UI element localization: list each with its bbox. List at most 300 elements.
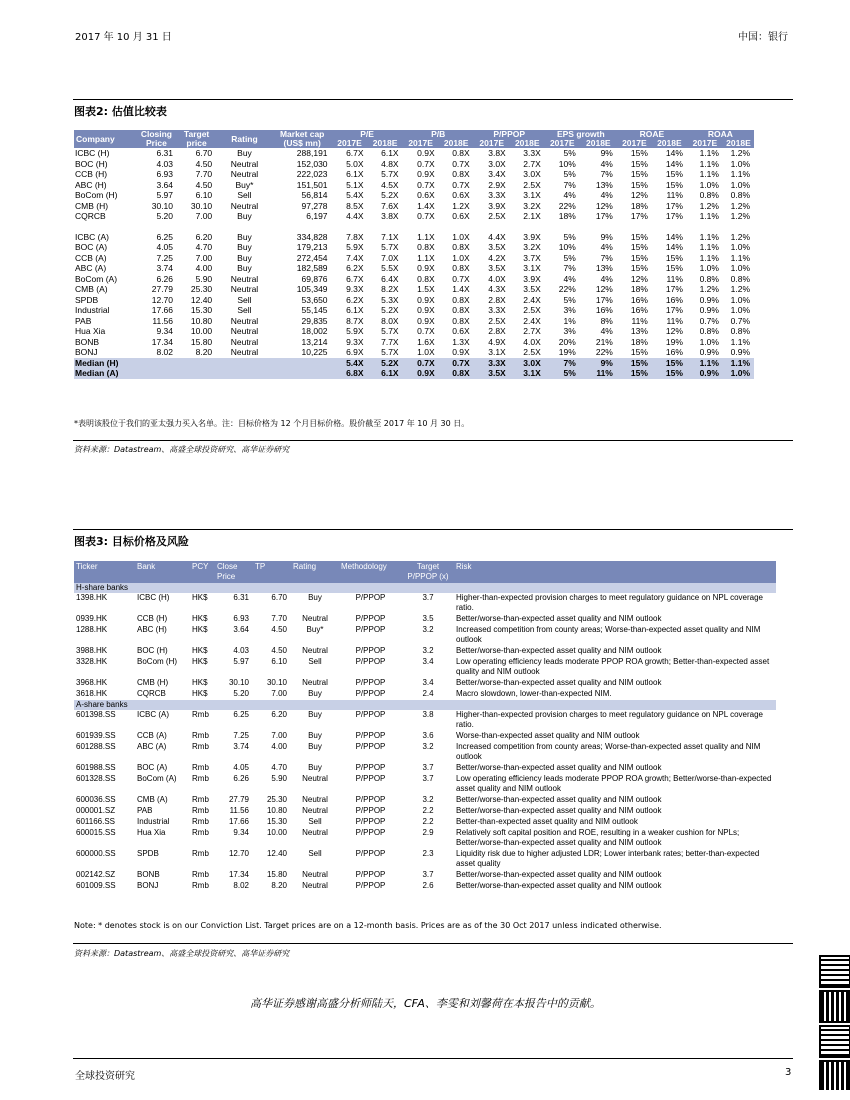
- table-cell: P/PPOP: [355, 881, 386, 890]
- table-cell: 4%: [600, 242, 613, 253]
- exhibit3-source: 资料来源：Datastream、高盛全球投资研究、高华证券研究: [74, 949, 290, 958]
- table-cell: 0.7X: [452, 158, 470, 169]
- table-cell: 15.80: [190, 336, 213, 347]
- col-year: 2018E: [652, 139, 687, 148]
- table-cell: 9.34: [156, 326, 174, 337]
- table-cell: 12%: [630, 273, 648, 284]
- table-cell: 3.1X: [510, 368, 545, 379]
- table-cell: 2.4: [422, 689, 434, 698]
- table-cell: 8.7X: [346, 315, 364, 326]
- table-cell: 15%: [665, 252, 683, 263]
- table-row: [74, 593, 776, 614]
- table-cell: 11%: [666, 315, 683, 326]
- risk-cell: Higher-than-expected provision charges to meet regulatory guidance on NPL coverage ratio.: [456, 593, 763, 612]
- table-cell: 179,213: [296, 242, 328, 253]
- median-label: Median (A): [74, 368, 332, 379]
- table-cell: 0.9%: [699, 305, 719, 316]
- table-cell: 55,145: [301, 305, 328, 316]
- table-cell: 16%: [595, 305, 613, 316]
- table-cell: 13%: [595, 263, 613, 274]
- table-cell: Rmb: [192, 774, 209, 783]
- table-cell: 1.3X: [452, 336, 470, 347]
- table-cell: 2.2: [422, 806, 434, 815]
- col-year: 2017E: [332, 139, 368, 148]
- table-cell: 13%: [595, 179, 613, 190]
- table-cell: 3.3X: [523, 148, 541, 159]
- table-cell: 4%: [600, 273, 613, 284]
- table-cell: 1.2%: [730, 200, 750, 211]
- table-cell: 10.00: [266, 828, 287, 837]
- table-cell: 6.70: [271, 593, 287, 602]
- table-cell: 14%: [665, 148, 683, 159]
- table-cell: 25.30: [266, 795, 287, 804]
- table-cell: 5.97: [233, 657, 249, 666]
- table-cell: 2.8X: [488, 326, 506, 337]
- col-year: 2017E: [687, 139, 723, 148]
- table-cell: 3.7X: [523, 252, 541, 263]
- table-cell: 53,650: [301, 294, 328, 305]
- table-cell: 17%: [665, 284, 683, 295]
- table-cell: 22%: [558, 200, 576, 211]
- col-roae: ROAE: [617, 130, 687, 139]
- table-cell: 0.8%: [699, 273, 719, 284]
- table-cell: 0.8X: [452, 148, 470, 159]
- table-cell: 1.0%: [730, 242, 750, 253]
- table-cell: 4.0X: [523, 336, 541, 347]
- col-year: 2018E: [439, 139, 474, 148]
- table-cell: 6.1X: [368, 368, 403, 379]
- table-cell: BoCom (A): [137, 774, 177, 783]
- table-cell: 2.5X: [488, 211, 506, 222]
- table-cell: 3.64: [233, 625, 249, 634]
- table-cell: Neutral: [302, 828, 328, 837]
- table-cell: 601009.SS: [76, 881, 116, 890]
- table-cell: Neutral: [302, 774, 328, 783]
- table-cell: 1%: [563, 315, 576, 326]
- table-row: [74, 242, 754, 253]
- table-cell: 5.4X: [346, 190, 364, 201]
- table-cell: 8.5X: [346, 200, 364, 211]
- table-cell: ICBC (H): [75, 148, 110, 159]
- table-cell: 10,225: [301, 347, 328, 358]
- table-cell: 5%: [563, 148, 576, 159]
- table-cell: 6.26: [233, 774, 249, 783]
- table-cell: 3.3X: [474, 358, 510, 369]
- table-cell: 4.70: [195, 242, 213, 253]
- table-cell: 0.8X: [452, 305, 470, 316]
- table-cell: 0.9%: [699, 294, 719, 305]
- table-cell: HK$: [192, 678, 208, 687]
- table-cell: CQRCB: [137, 689, 166, 698]
- table-cell: 1.1%: [699, 158, 719, 169]
- table-cell: 5.20: [233, 689, 249, 698]
- table-cell: CMB (A): [75, 284, 108, 295]
- table-cell: 0.7%: [699, 315, 719, 326]
- table-cell: Buy: [308, 763, 322, 772]
- table-cell: 1.0X: [452, 231, 470, 242]
- table-cell: 9.3X: [346, 336, 364, 347]
- table-cell: 1.0%: [730, 179, 750, 190]
- table-cell: 4.8X: [381, 158, 399, 169]
- table-cell: Rmb: [192, 710, 209, 719]
- col-ppop: P/PPOP: [474, 130, 545, 139]
- table-cell: 10.00: [190, 326, 213, 337]
- table-cell: 15.80: [266, 870, 287, 879]
- table-cell: 2.7X: [523, 158, 541, 169]
- table-cell: P/PPOP: [355, 742, 386, 751]
- table-cell: 17%: [595, 211, 613, 222]
- table-cell: BONB: [75, 336, 100, 347]
- table-cell: 2.8X: [488, 294, 506, 305]
- table-cell: Buy: [237, 252, 252, 263]
- table-cell: 17%: [665, 305, 683, 316]
- table-cell: 1398.HK: [76, 593, 108, 602]
- table-cell: P/PPOP: [355, 657, 386, 666]
- table-cell: 1.0%: [730, 263, 750, 274]
- table-cell: ICBC (A): [137, 710, 169, 719]
- table-cell: 27.79: [228, 795, 249, 804]
- table-cell: 13%: [630, 326, 648, 337]
- table-cell: 4%: [600, 326, 613, 337]
- table-cell: 3.9X: [523, 231, 541, 242]
- table-cell: 6.31: [156, 148, 174, 159]
- table-row: [74, 295, 754, 306]
- table-cell: 6.2X: [346, 294, 364, 305]
- table-cell: ABC (A): [75, 263, 107, 274]
- risk-cell: Better/worse-than-expected asset quality and NIM outlook: [456, 678, 662, 687]
- footer-rule: [73, 1058, 793, 1059]
- table-cell: 1.2%: [699, 284, 719, 295]
- table-cell: BONJ: [75, 347, 98, 358]
- table-cell: 600036.SS: [76, 795, 116, 804]
- table-cell: Neutral: [230, 200, 259, 211]
- risk-cell: Higher-than-expected provision charges to meet regulatory guidance on NPL coverage ratio.: [456, 710, 763, 729]
- col-pe: P/E: [332, 130, 403, 139]
- table-cell: 3.8X: [381, 211, 399, 222]
- table-cell: BONB: [137, 870, 160, 879]
- table-cell: BOC (H): [137, 646, 168, 655]
- table-cell: 15%: [665, 169, 683, 180]
- table-cell: 15%: [630, 148, 648, 159]
- table-row: [74, 347, 754, 358]
- table-cell: 0.9X: [417, 148, 435, 159]
- table-cell: PAB: [137, 806, 153, 815]
- table-cell: Sell: [308, 817, 322, 826]
- table-cell: 6.4X: [381, 273, 399, 284]
- table-cell: 1.0X: [417, 347, 435, 358]
- table-cell: 6.20: [271, 710, 287, 719]
- table-cell: 1.2%: [730, 148, 750, 159]
- table-cell: 17%: [630, 211, 648, 222]
- table-cell: 0.7X: [439, 358, 474, 369]
- table-cell: 7%: [563, 263, 576, 274]
- table-cell: 7.70: [195, 169, 213, 180]
- table-cell: ICBC (H): [137, 593, 170, 602]
- table-cell: 3.2: [422, 742, 434, 751]
- table-cell: 0.8%: [730, 326, 750, 337]
- table-row: [74, 263, 754, 274]
- table-cell: 3.2X: [523, 200, 541, 211]
- table-cell: 1.0X: [452, 252, 470, 263]
- risk-cell: Worse-than-expected asset quality and NIM outlook: [456, 731, 640, 740]
- valuation-table: [74, 130, 754, 379]
- median-label: Median (H): [74, 358, 332, 369]
- table-cell: 3.4: [422, 678, 434, 687]
- qr-code-strip: [819, 955, 850, 1090]
- risk-cell: Low operating efficiency leads moderate PPOP ROA growth; Better/worse-than-expected asset quality and NIM outlook: [456, 774, 772, 793]
- table-cell: 22%: [595, 347, 613, 358]
- table-cell: 3.5: [422, 614, 434, 623]
- table-cell: Rmb: [192, 870, 209, 879]
- table-cell: 2.3: [422, 849, 434, 858]
- table-cell: 10%: [558, 242, 576, 253]
- table-cell: 6.2X: [346, 263, 364, 274]
- table-cell: 3.9X: [488, 200, 506, 211]
- table-cell: 1.2X: [452, 200, 470, 211]
- table-cell: 15%: [652, 368, 687, 379]
- table-cell: 14%: [665, 231, 683, 242]
- table-cell: 15.30: [190, 305, 213, 316]
- exhibit3-note: Note: * denotes stock is on our Conviction List. Target prices are on a 12-month basis. Prices are as of the 30 Oct 2017 unless indicated otherwise.: [74, 921, 662, 930]
- table-cell: 7.00: [271, 689, 287, 698]
- table-cell: 0.9%: [730, 347, 750, 358]
- table-cell: 7%: [600, 252, 613, 263]
- group-label: A-share banks: [74, 700, 776, 710]
- table-row: [74, 849, 776, 870]
- col-bank: Bank: [135, 561, 190, 583]
- col-year: 2017E: [617, 139, 652, 148]
- table-cell: 2.9: [422, 828, 434, 837]
- table-cell: 8.0X: [381, 315, 399, 326]
- table-cell: 3968.HK: [76, 678, 108, 687]
- table-cell: 3.7: [422, 774, 434, 783]
- table-cell: 8.20: [271, 881, 287, 890]
- table-row: [74, 169, 754, 180]
- table-cell: 0.6X: [452, 211, 470, 222]
- table-cell: P/PPOP: [355, 774, 386, 783]
- table-cell: 5%: [563, 231, 576, 242]
- table-cell: 15%: [630, 179, 648, 190]
- table-cell: 9%: [580, 358, 617, 369]
- table-cell: 16%: [665, 347, 683, 358]
- table-cell: 0.9%: [687, 368, 723, 379]
- table-cell: 4%: [600, 190, 613, 201]
- table-cell: Neutral: [302, 646, 328, 655]
- table-cell: 0.8X: [452, 315, 470, 326]
- table-cell: 7%: [563, 179, 576, 190]
- table-cell: 1.0%: [699, 336, 719, 347]
- table-cell: 15%: [630, 263, 648, 274]
- table-cell: 4.0X: [488, 273, 506, 284]
- table-cell: 2.1X: [523, 211, 541, 222]
- col-close-price: Close Price: [215, 561, 253, 583]
- table-cell: Rmb: [192, 881, 209, 890]
- table-cell: 7.25: [233, 731, 249, 740]
- table-cell: 1.1%: [730, 252, 750, 263]
- table-cell: Rmb: [192, 806, 209, 815]
- table-cell: 1.1%: [730, 336, 750, 347]
- table-cell: 5.3X: [381, 294, 399, 305]
- table-cell: Buy: [308, 689, 322, 698]
- table-cell: 9.34: [233, 828, 249, 837]
- table-cell: 10%: [558, 158, 576, 169]
- table-cell: 12.40: [266, 849, 287, 858]
- col-year: 2018E: [580, 139, 617, 148]
- col-methodology: Methodology: [339, 561, 402, 583]
- table-cell: 4.9X: [488, 336, 506, 347]
- table-cell: 1.1%: [699, 148, 719, 159]
- table-cell: 15%: [665, 179, 683, 190]
- table-cell: 2.7X: [523, 326, 541, 337]
- table-cell: 3988.HK: [76, 646, 108, 655]
- risk-cell: Better/worse-than-expected asset quality and NIM outlook: [456, 795, 662, 804]
- risk-cell: Liquidity risk due to higher adjusted LDR; Lower interbank rates; better-than-expected asset quality: [456, 849, 760, 868]
- footer-label: 全球投资研究: [75, 1071, 135, 1082]
- table-cell: 16%: [665, 294, 683, 305]
- table-cell: CCB (A): [75, 252, 107, 263]
- table-cell: HK$: [192, 625, 208, 634]
- table-cell: CMB (A): [137, 795, 168, 804]
- table-cell: 18%: [630, 200, 648, 211]
- table-cell: CCB (H): [137, 614, 168, 623]
- table-cell: 5.4X: [332, 358, 368, 369]
- table-cell: 5.0X: [346, 158, 364, 169]
- table-cell: 4.05: [233, 763, 249, 772]
- table-cell: 6,197: [306, 211, 328, 222]
- table-cell: P/PPOP: [355, 795, 386, 804]
- table-cell: 30.10: [190, 200, 213, 211]
- table-cell: 3.2X: [523, 242, 541, 253]
- table-cell: 2.5X: [523, 305, 541, 316]
- table-cell: 3.4X: [488, 169, 506, 180]
- table-cell: 4.3X: [488, 284, 506, 295]
- table-cell: 1.1%: [687, 358, 723, 369]
- table-cell: 6.7X: [346, 273, 364, 284]
- table-cell: 272,454: [296, 252, 328, 263]
- table-cell: 2.5X: [523, 347, 541, 358]
- table-cell: 18%: [630, 336, 648, 347]
- table-cell: 601988.SS: [76, 763, 116, 772]
- table-cell: 3618.HK: [76, 689, 108, 698]
- table-cell: 1.2%: [730, 211, 750, 222]
- table-cell: 7%: [600, 169, 613, 180]
- table-cell: 0.7X: [452, 179, 470, 190]
- table-cell: 17%: [665, 211, 683, 222]
- table-row: [74, 284, 754, 295]
- table-cell: 0.6X: [417, 190, 435, 201]
- table-cell: 30.10: [228, 678, 249, 687]
- table-row: [74, 232, 754, 243]
- table-cell: 56,814: [301, 190, 328, 201]
- table-cell: 4.05: [156, 242, 174, 253]
- table-cell: 0.9X: [417, 263, 435, 274]
- table-cell: 17.34: [228, 870, 249, 879]
- table-cell: Buy*: [235, 179, 254, 190]
- table-cell: P/PPOP: [355, 763, 386, 772]
- table-cell: P/PPOP: [355, 646, 386, 655]
- table-cell: Neutral: [230, 347, 259, 358]
- table-cell: HK$: [192, 593, 208, 602]
- table-cell: Neutral: [230, 284, 259, 295]
- table-cell: 0.7X: [417, 326, 435, 337]
- table-cell: 5%: [545, 368, 580, 379]
- table-cell: 0.6X: [452, 190, 470, 201]
- table-cell: 6.93: [233, 614, 249, 623]
- table-cell: Neutral: [302, 881, 328, 890]
- table-cell: CMB (H): [137, 678, 169, 687]
- exhibit2-note: *表明该股位于我们的亚太强力买入名单。注：目标价格为 12 个月目标价格。股价截至 2017 年 10 月 30 日。: [74, 419, 470, 428]
- table-cell: 15%: [617, 368, 652, 379]
- table-cell: 0.9%: [699, 347, 719, 358]
- table-cell: 3.7: [422, 593, 434, 602]
- table-cell: HK$: [192, 614, 208, 623]
- table-cell: 3.6: [422, 731, 434, 740]
- table-row: [74, 274, 754, 285]
- table-row: [74, 148, 754, 159]
- table-cell: 4.00: [195, 263, 213, 274]
- table-cell: 601166.SS: [76, 817, 115, 826]
- table-cell: 15%: [630, 242, 648, 253]
- page-number: 3: [785, 1067, 792, 1078]
- table-row: [74, 305, 754, 316]
- table-cell: Rmb: [192, 731, 209, 740]
- table-cell: Neutral: [302, 795, 328, 804]
- table-cell: 1.0%: [730, 294, 750, 305]
- table-cell: 6.25: [233, 710, 249, 719]
- table-cell: 3.3X: [488, 305, 506, 316]
- risk-cell: Better/worse-than-expected asset quality and NIM outlook: [456, 870, 662, 879]
- table-cell: 16%: [630, 305, 648, 316]
- table-cell: 601939.SS: [76, 731, 116, 740]
- table-row: [74, 614, 776, 625]
- table-cell: 601398.SS: [76, 710, 116, 719]
- table-cell: Industrial: [137, 817, 170, 826]
- table-cell: PAB: [75, 315, 92, 326]
- table-cell: 1.1X: [417, 252, 435, 263]
- table-cell: 0.8%: [699, 190, 719, 201]
- table-cell: 17.34: [151, 336, 174, 347]
- table-cell: ABC (H): [137, 625, 167, 634]
- table-cell: HK$: [192, 646, 208, 655]
- table-cell: 3.0X: [488, 158, 506, 169]
- table-cell: 3.7: [422, 870, 434, 879]
- table-cell: 11%: [631, 315, 648, 326]
- table-cell: 4.2X: [488, 252, 506, 263]
- group-row: [74, 700, 776, 710]
- table-cell: 151,501: [296, 179, 328, 190]
- table-cell: ABC (H): [75, 179, 107, 190]
- table-cell: 600000.SS: [76, 849, 116, 858]
- table-row: [74, 763, 776, 774]
- table-cell: 20%: [558, 336, 576, 347]
- table-cell: 3%: [563, 326, 576, 337]
- exhibit2-source: 资料来源：Datastream、高盛全球投资研究、高华证券研究: [74, 445, 290, 454]
- table-cell: Neutral: [230, 336, 259, 347]
- table-cell: 9%: [600, 148, 613, 159]
- risk-cell: Better/worse-than-expected asset quality and NIM outlook: [456, 763, 662, 772]
- table-cell: 1.1%: [699, 231, 719, 242]
- table-cell: 3.2: [422, 646, 434, 655]
- table-cell: ABC (A): [137, 742, 167, 751]
- table-cell: 4.50: [195, 179, 213, 190]
- table-cell: 69,876: [301, 273, 328, 284]
- table-cell: Buy: [237, 231, 252, 242]
- table-cell: 5.90: [271, 774, 287, 783]
- risk-cell: Macro slowdown, lower-than-expected NIM.: [456, 689, 612, 698]
- table-cell: 152,030: [296, 158, 328, 169]
- table-cell: 3.74: [156, 263, 174, 274]
- col-market-cap: Market cap (US$ mn): [273, 130, 332, 148]
